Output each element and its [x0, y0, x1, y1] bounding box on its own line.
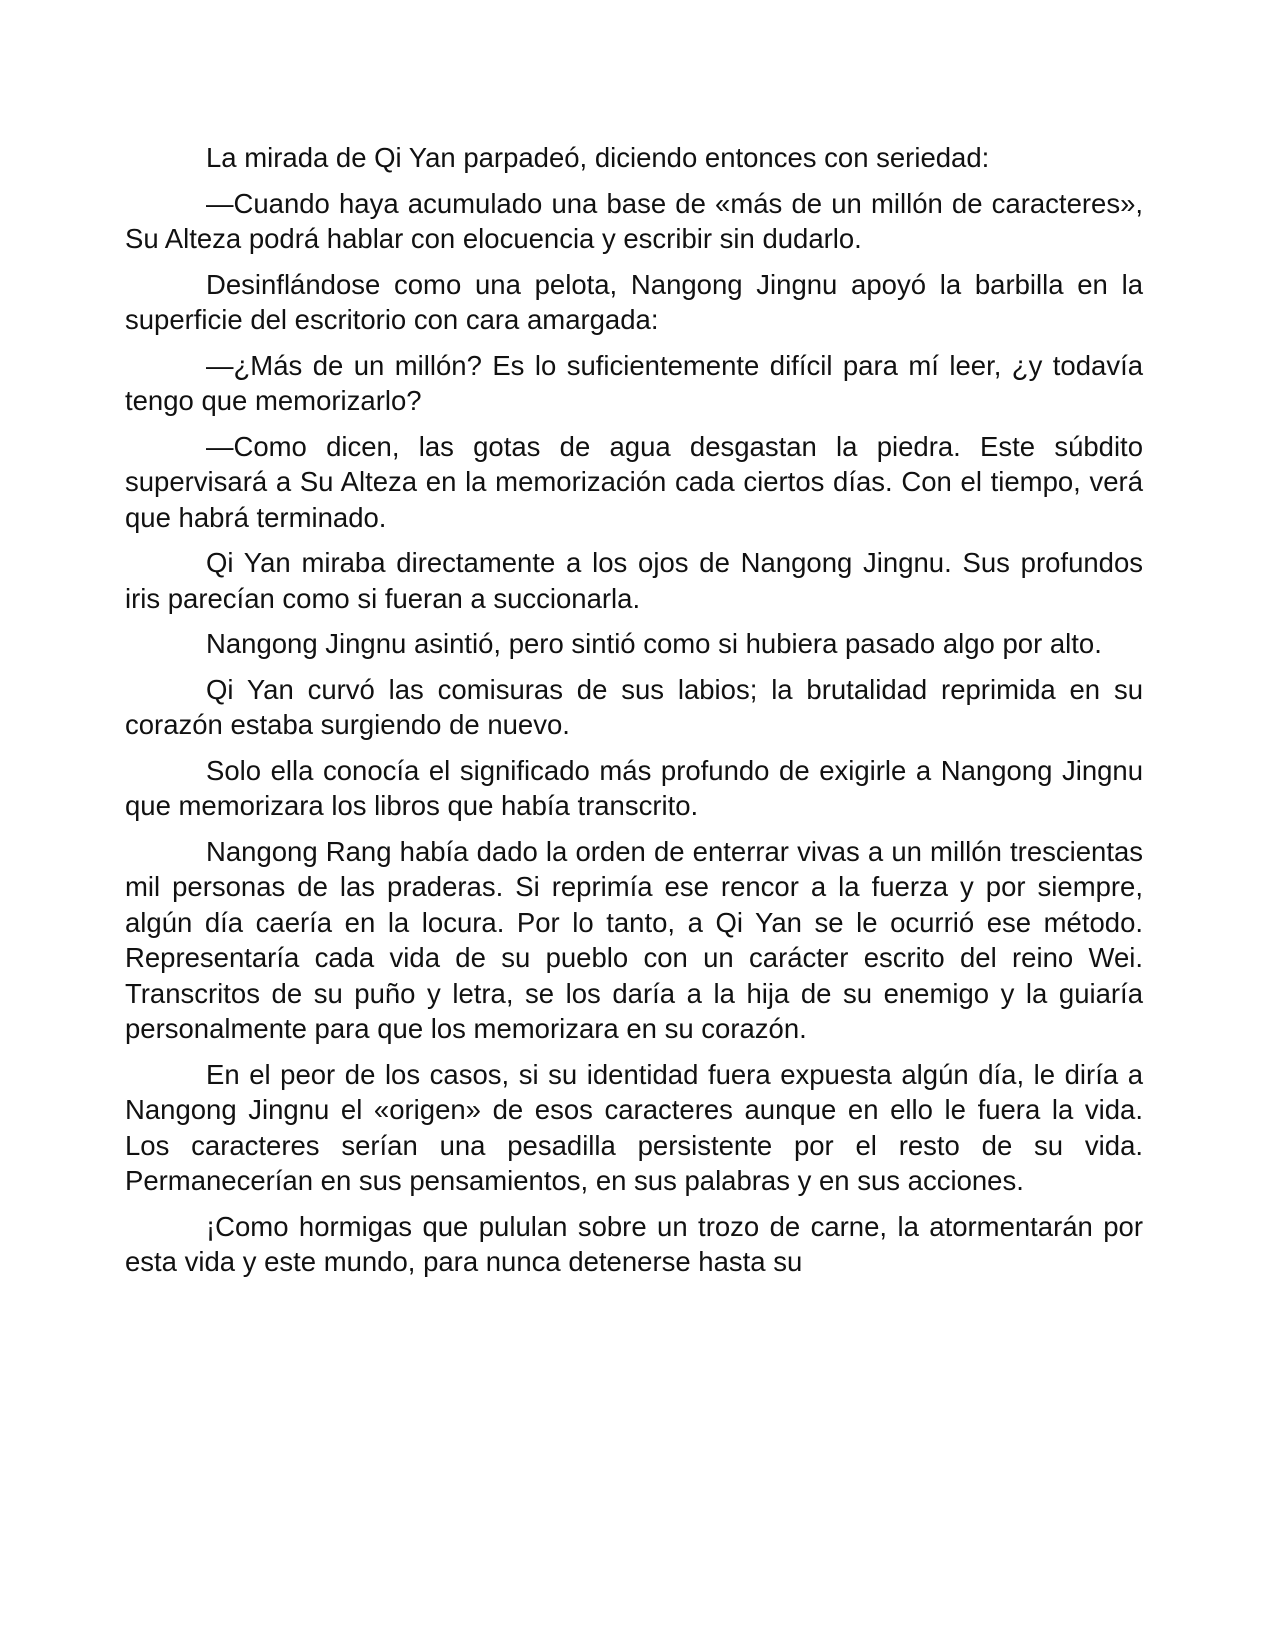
paragraph-8: Qi Yan curvó las comisuras de sus labios; la brutalidad reprimida en su corazón estaba surgiendo de nuevo.	[125, 673, 1143, 740]
paragraph-4: —¿Más de un millón? Es lo suficientemente difícil para mí leer, ¿y todavía tengo que memorizarlo?	[125, 349, 1143, 416]
paragraph-1: La mirada de Qi Yan parpadeó, diciendo entonces con seriedad:	[206, 142, 990, 173]
paragraph-9: Solo ella conocía el significado más profundo de exigirle a Nangong Jingnu que memorizara los libros que había transcrito.	[125, 754, 1143, 821]
paragraph-7: Nangong Jingnu asintió, pero sintió como si hubiera pasado algo por alto.	[206, 628, 1102, 659]
paragraph-3: Desinflándose como una pelota, Nangong Jingnu apoyó la barbilla en la superficie del escritorio con cara amargada:	[125, 268, 1143, 335]
paragraph-2: —Cuando haya acumulado una base de «más de un millón de caracteres», Su Alteza podrá hablar con elocuencia y escribir sin dudarlo.	[125, 187, 1143, 254]
body-text	[125, 140, 1143, 1290]
paragraph-6: Qi Yan miraba directamente a los ojos de Nangong Jingnu. Sus profundos iris parecían como si fueran a succionarla.	[125, 547, 1143, 614]
paragraph-12: ¡Como hormigas que pululan sobre un trozo de carne, la atormentarán por esta vida y este mundo, para nunca detenerse hasta su	[125, 1210, 1143, 1277]
paragraph-10: Nangong Rang había dado la orden de enterrar vivas a un millón trescientas mil personas de las praderas. Si reprimía ese rencor a la fuerza y por siempre, algún día caería en la locura. Por lo tanto, a Qi Yan se le ocurrió ese método. Representaría cada vida de su pueblo con un carácter escrito del reino Wei. Transcritos de su puño y letra, se los daría a la hija de su enemigo y la guiaría personalmente para que los memorizara en su corazón.	[125, 835, 1143, 1044]
paragraph-5: —Como dicen, las gotas de agua desgastan la piedra. Este súbdito supervisará a Su Alteza en la memorización cada ciertos días. Con el tiempo, verá que habrá terminado.	[125, 430, 1143, 533]
paragraph-11: En el peor de los casos, si su identidad fuera expuesta algún día, le diría a Nangong Jingnu el «origen» de esos caracteres aunque en ello le fuera la vida. Los caracteres serían una pesadilla persistente por el resto de su vida. Permanecerían en sus pensamientos, en sus palabras y en sus acciones.	[125, 1058, 1143, 1196]
